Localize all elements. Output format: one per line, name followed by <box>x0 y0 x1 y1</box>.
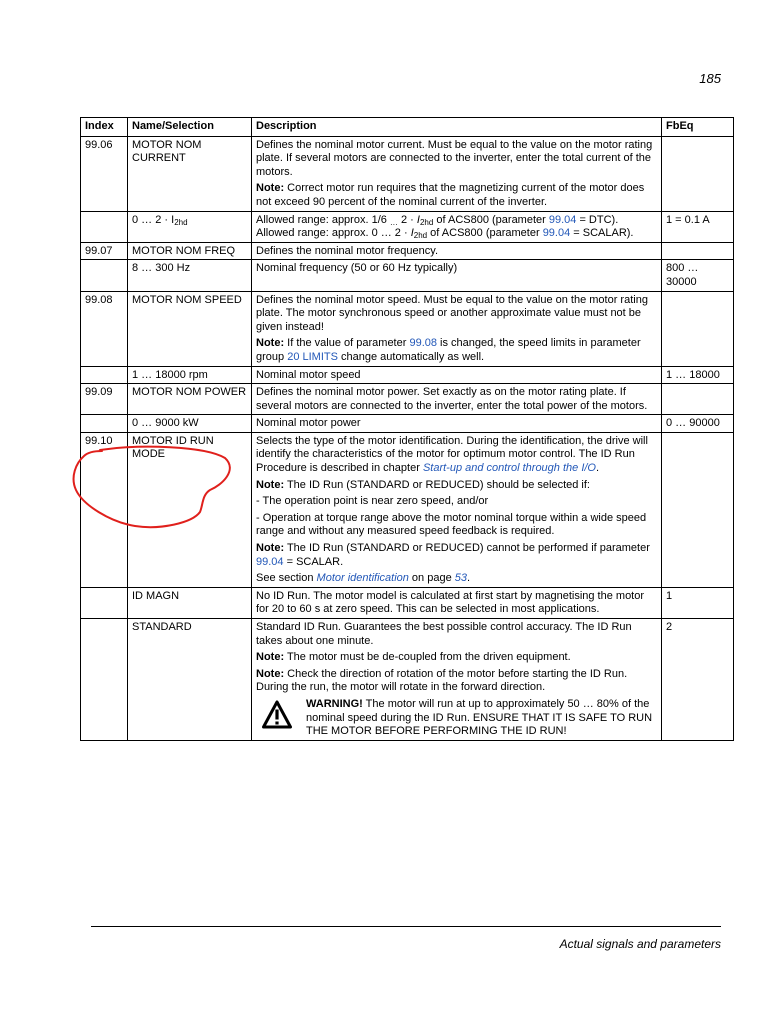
param-index: 99.07 <box>81 242 128 260</box>
param-range: 0 … $2 \cdot I_{2hd}$ <box>128 211 252 242</box>
table-row <box>81 260 734 291</box>
see-also: See section Motor identification on page 53. <box>256 572 471 585</box>
link-startup-chapter[interactable]: Start-up and control through the I/O <box>422 462 596 475</box>
param-fbeq: 800 … 30000 <box>662 260 734 291</box>
table-row <box>81 242 734 260</box>
table-row <box>81 136 734 211</box>
param-fbeq: 1 <box>662 587 734 618</box>
header-description: Description <box>252 118 662 137</box>
description-text: Selects the type of the motor identification. During the identification, the drive will identify the characteristics of the motor for optimum motor control. The ID Run Procedure is described in chapter Start-up and control through the I/O. <box>256 434 648 475</box>
param-index: 99.08 <box>81 291 128 366</box>
param-name: MOTOR NOM POWER <box>128 384 252 415</box>
footer-rule <box>91 926 721 927</box>
parameter-table <box>80 117 734 741</box>
link-motor-identification[interactable]: Motor identification <box>316 572 409 585</box>
table-row <box>81 384 734 415</box>
param-description <box>252 211 662 242</box>
condition-item: - Operation at torque range above the motor nominal torque within a wide speed range and without any measured speed feedback is required. <box>256 511 647 538</box>
note: Note: The motor must be de-coupled from the driven equipment. <box>256 651 571 664</box>
param-description: Nominal frequency (50 or 60 Hz typically) <box>252 260 662 291</box>
param-range: 1 … 18000 rpm <box>128 366 252 384</box>
allowed-range-dtc: Allowed range: approx. 1/6 $_\dots$ $2 \cdot I_{2hd}$ of ACS800 (parameter 99.04 = DTC). <box>256 213 619 227</box>
param-option: ID MAGN <box>128 587 252 618</box>
link-99-08[interactable]: 99.08 <box>409 337 437 350</box>
param-fbeq: 1 … 18000 <box>662 366 734 384</box>
param-fbeq: 1 = 0.1 A <box>662 211 734 242</box>
table-row <box>81 366 734 384</box>
note: Note: The ID Run (STANDARD or REDUCED) cannot be performed if parameter 99.04 = SCALAR. <box>256 542 650 568</box>
table-header-row <box>81 118 734 137</box>
table-row <box>81 291 734 366</box>
link-page-53[interactable]: 53 <box>454 572 467 585</box>
param-range: 0 … 9000 kW <box>128 415 252 433</box>
param-description <box>252 432 662 587</box>
param-option: STANDARD <box>128 619 252 741</box>
link-20-limits[interactable]: 20 LIMITS <box>287 350 338 363</box>
param-range: 8 … 300 Hz <box>128 260 252 291</box>
param-fbeq: 0 … 90000 <box>662 415 734 433</box>
description-text: Standard ID Run. Guarantees the best possible control accuracy. The ID Run takes about one minute. <box>256 621 632 647</box>
header-name: Name/Selection <box>128 118 252 137</box>
param-name: MOTOR ID RUN MODE <box>128 432 252 587</box>
param-index: 99.10 <box>81 432 128 587</box>
note: Note: Check the direction of rotation of the motor before starting the ID Run. During the run, the motor will rotate in the forward direction. <box>256 667 628 694</box>
warning-block <box>256 698 657 739</box>
header-fbeq: FbEq <box>662 118 734 137</box>
param-description <box>252 136 662 211</box>
link-99-04[interactable]: 99.04 <box>542 227 571 240</box>
warning-icon <box>262 700 292 730</box>
table-row <box>81 587 734 618</box>
param-name: MOTOR NOM CURRENT <box>128 136 252 211</box>
param-fbeq: 2 <box>662 619 734 741</box>
note: Note: Correct motor run requires that the magnetizing current of the motor does not exceed 90 percent of the nominal current of the inverter. <box>256 182 645 208</box>
table-row <box>81 619 734 741</box>
description-text: Defines the nominal motor current. Must be equal to the value on the motor rating plate. If several motors are connected to the inverter, enter the total current of the motors. <box>256 138 653 178</box>
table-row <box>81 432 734 587</box>
note: Note: The ID Run (STANDARD or REDUCED) should be selected if: <box>256 478 590 491</box>
param-description: Defines the nominal motor power. Set exactly as on the motor rating plate. If several motors are connected to the inverter, enter the total power of the motors. <box>252 384 662 415</box>
table-row <box>81 211 734 242</box>
link-99-04[interactable]: 99.04 <box>548 213 577 226</box>
param-description: Nominal motor power <box>252 415 662 433</box>
param-description <box>252 619 662 741</box>
param-index: 99.09 <box>81 384 128 415</box>
header-index: Index <box>81 118 128 137</box>
param-index: 99.06 <box>81 136 128 211</box>
param-description: Defines the nominal motor frequency. <box>252 242 662 260</box>
table-row <box>81 415 734 433</box>
footer-title: Actual signals and parameters <box>559 937 721 951</box>
condition-item: - The operation point is near zero speed, and/or <box>256 495 489 508</box>
param-description: Nominal motor speed <box>252 366 662 384</box>
page-number: 185 <box>699 71 721 86</box>
param-description <box>252 291 662 366</box>
description-text: Defines the nominal motor speed. Must be equal to the value on the motor rating plate. The motor synchronous speed or another approximate value must not be given instead! <box>256 293 648 333</box>
note: Note: If the value of parameter 99.08 is changed, the speed limits in parameter group 20 LIMITS change automatically as well. <box>256 337 641 363</box>
allowed-range-scalar: Allowed range: approx. 0 … $2 \cdot I_{2hd}$ of ACS800 (parameter 99.04 = SCALAR). <box>256 227 634 241</box>
link-99-04[interactable]: 99.04 <box>256 555 284 568</box>
param-description: No ID Run. The motor model is calculated at first start by magnetising the motor for 20 to 60 s at zero speed. This can be selected in most applications. <box>252 587 662 618</box>
param-name: MOTOR NOM FREQ <box>128 242 252 260</box>
warning-text: WARNING! The motor will run at up to approximately 50 … 80% of the nominal speed during the ID Run. ENSURE THAT IT IS SAFE TO RUN THE MOTOR BEFORE PERFORMING THE ID RUN! <box>306 697 653 738</box>
param-name: MOTOR NOM SPEED <box>128 291 252 366</box>
